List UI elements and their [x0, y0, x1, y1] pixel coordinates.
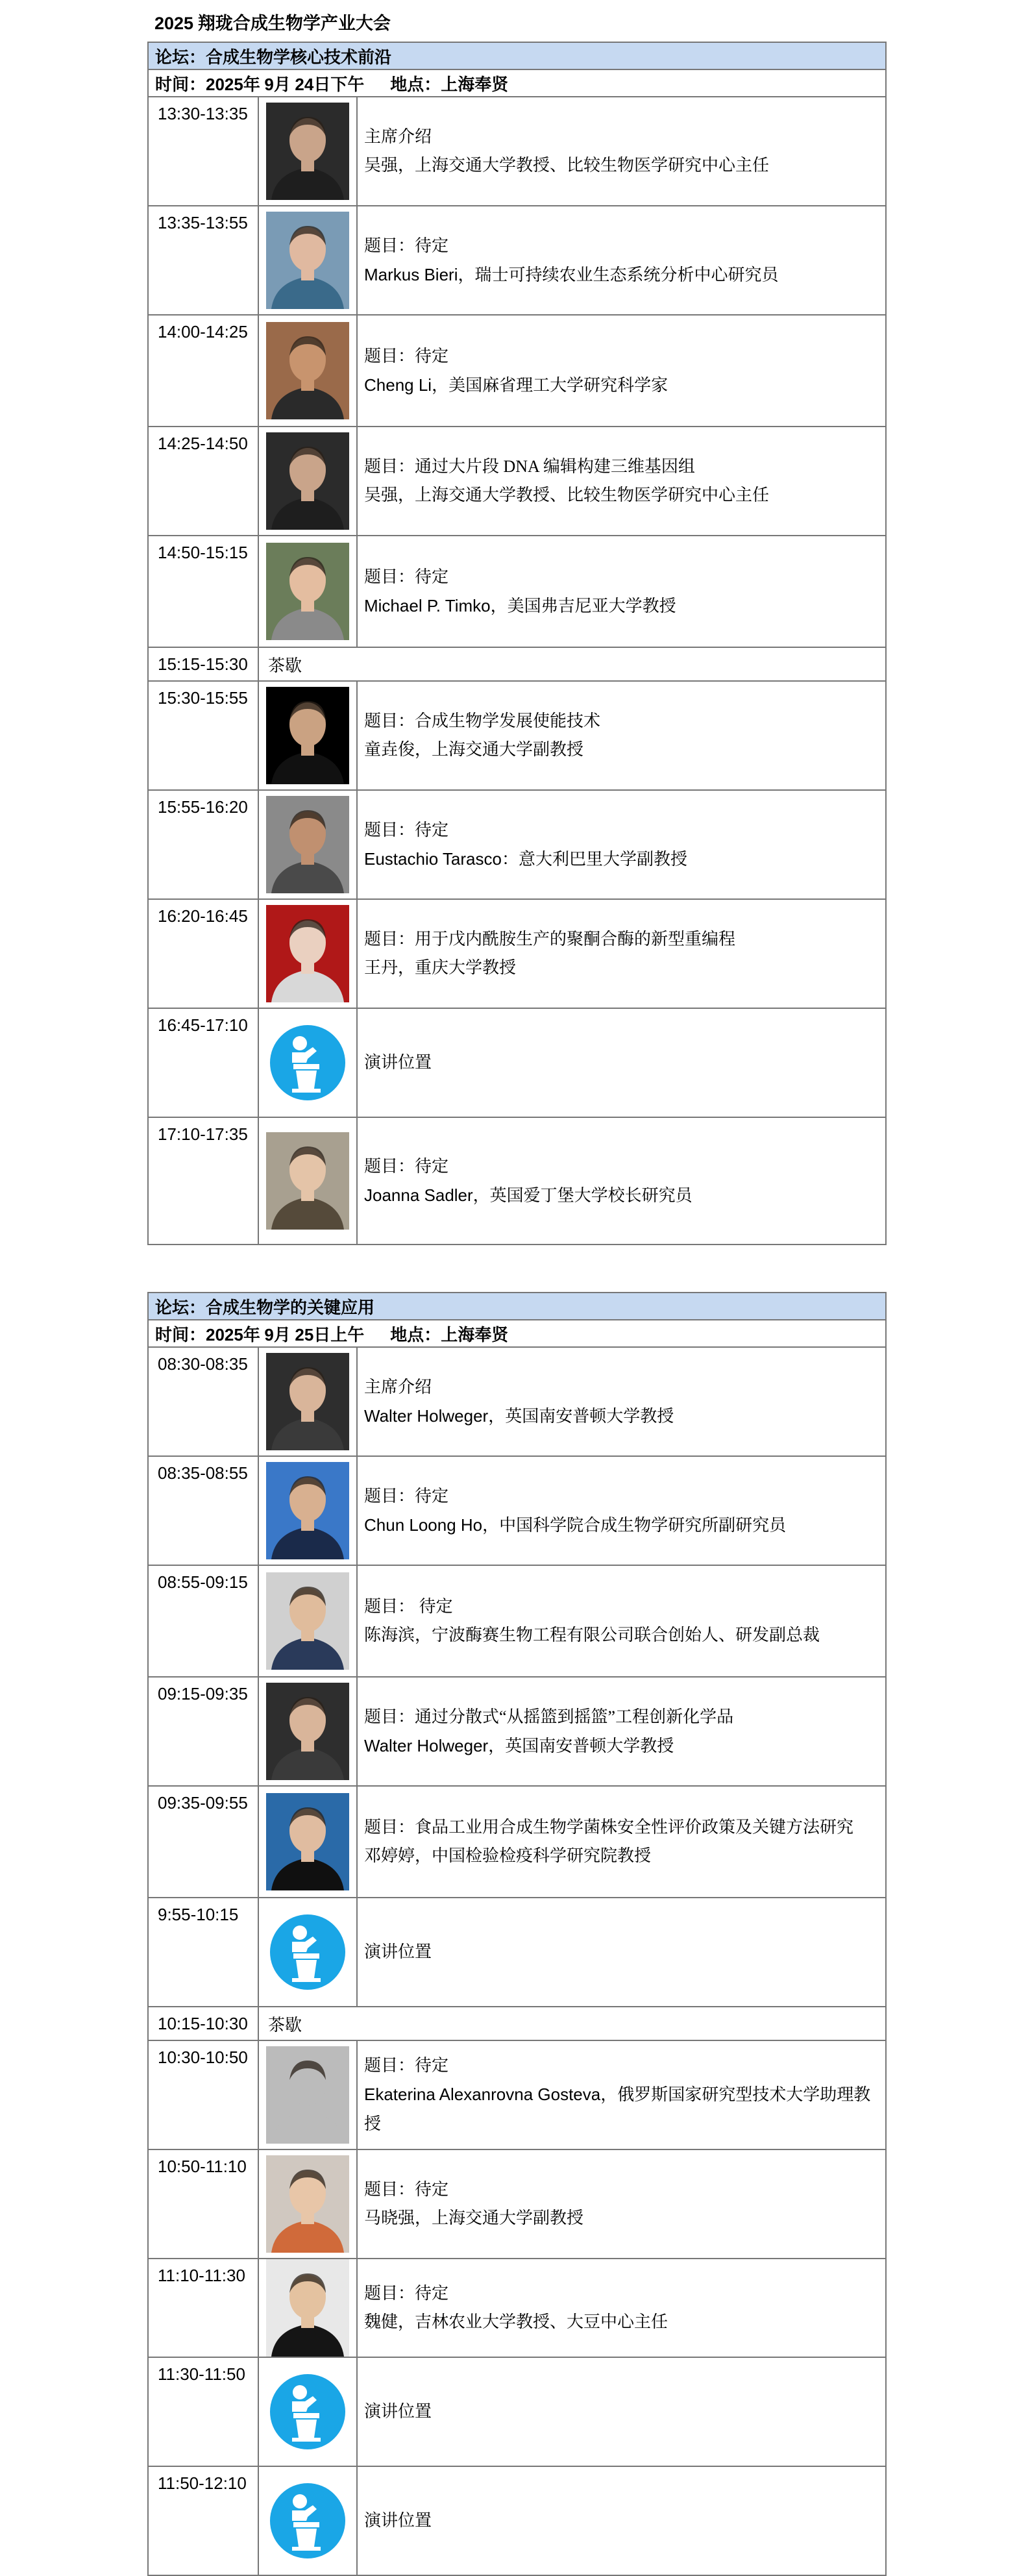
session-info: [357, 427, 886, 536]
session-time: [148, 1898, 258, 2007]
session-time-text: 14:25-14:50: [158, 434, 248, 453]
speaker-name: 邓婷婷，中国检验检疫科学研究院教授: [364, 1846, 652, 1865]
agenda-row: [148, 1456, 886, 1565]
speaker-photo: [266, 432, 349, 530]
speaker-photo: [266, 1793, 349, 1890]
agenda-row: [148, 97, 886, 206]
forum-month: 9: [264, 1324, 274, 1344]
photo-cell: [258, 1456, 357, 1565]
photo-cell: [258, 427, 357, 536]
speaker-photo: [266, 796, 349, 893]
photo-cell: [258, 899, 357, 1008]
session-topic: 题目：待定: [364, 2180, 449, 2199]
session-topic: 主席介绍: [364, 127, 432, 146]
session-info: [357, 681, 886, 790]
agenda-row: [148, 2007, 886, 2040]
photo-cell: [258, 1117, 357, 1245]
session-time-text: 10:30-10:50: [158, 2048, 248, 2067]
session-time-text: 10:15-10:30: [158, 2014, 248, 2033]
topic-line: [364, 707, 879, 736]
speaker-line: [364, 1402, 879, 1431]
session-time-text: 14:50-15:15: [158, 543, 248, 562]
speaker-line: [364, 1181, 879, 1210]
agenda-row: [148, 2149, 886, 2259]
session-time: [148, 315, 258, 427]
session-info: [357, 2040, 886, 2149]
session-time: [148, 1786, 258, 1898]
speaker-photo: [266, 212, 349, 309]
session-time-text: 15:55-16:20: [158, 797, 248, 817]
photo-cell: [258, 97, 357, 206]
session-time-text: 08:30-08:35: [158, 1354, 248, 1374]
speaker-name: Walter Holweger，英国南安普顿大学教授: [364, 1406, 674, 1426]
session-time: [148, 1008, 258, 1117]
agenda-table: [147, 42, 887, 1245]
speaker-name: Eustachio Tarasco：意大利巴里大学副教授: [364, 848, 687, 869]
speaker-photo: [266, 543, 349, 640]
speaker-name: Joanna Sadler，英国爱丁堡大学校长研究员: [364, 1185, 693, 1205]
session-info: [357, 1677, 886, 1786]
session-time: [148, 899, 258, 1008]
session-time-text: 16:20-16:45: [158, 906, 248, 926]
session-info: [357, 1008, 886, 1117]
session-info: [357, 2357, 886, 2466]
session-time-text: 13:30-13:35: [158, 104, 248, 123]
session-topic: 题目：待定: [364, 567, 449, 586]
agenda-row: [148, 899, 886, 1008]
speaker-photo: [266, 2259, 349, 2357]
topic-line: [364, 1592, 879, 1621]
session-time-text: 15:30-15:55: [158, 688, 248, 708]
speaker-photo: [266, 1462, 349, 1559]
topic-line: [364, 1152, 879, 1181]
agenda-row: [148, 536, 886, 647]
session-topic: 题目：食品工业用合成生物学菌株安全性评价政策及关键方法研究: [364, 1818, 854, 1837]
speaker-photo: [266, 2155, 349, 2253]
session-info: [357, 536, 886, 647]
speaker-name: Michael P. Timko，美国弗吉尼亚大学教授: [364, 595, 676, 615]
speaker-line: [364, 151, 879, 180]
session-time-text: 15:15-15:30: [158, 654, 248, 674]
forum-time-venue: [148, 69, 886, 97]
agenda-row: [148, 315, 886, 427]
session-time-text: 08:35-08:55: [158, 1463, 248, 1483]
session-topic: 题目：待定: [364, 2056, 449, 2075]
topic-line: [364, 123, 879, 151]
session-topic: 题目：通过分散式“从摇篮到摇篮”工程创新化学品: [364, 1707, 734, 1726]
session-topic: 题目：待定: [364, 1486, 449, 1505]
break-label: 茶歇: [268, 2015, 302, 2035]
speaker-name: 童垚俊，上海交通大学副教授: [364, 740, 584, 759]
break-cell: [258, 2007, 886, 2040]
session-time: [148, 681, 258, 790]
forum-day-suffix: 日上午: [313, 1325, 365, 1344]
forum-title: 论坛：合成生物学的关键应用: [155, 1298, 375, 1317]
forum-time-venue: [148, 1320, 886, 1347]
session-info: [357, 899, 886, 1008]
forum-time-label: 时间：: [155, 75, 206, 94]
topic-line: [364, 232, 879, 260]
speaker-line: [364, 591, 879, 621]
speaker-photo: [266, 1683, 349, 1780]
speaker-photo: [266, 1353, 349, 1450]
speaker-line: [364, 845, 879, 874]
session-time-text: 09:15-09:35: [158, 1684, 248, 1703]
session-info: [357, 2259, 886, 2357]
forum-time-label: 时间：: [155, 1325, 206, 1344]
agenda-row: [148, 1677, 886, 1786]
agenda-row: [148, 2357, 886, 2466]
speaker-line: [364, 2080, 879, 2138]
session-time-text: 17:10-17:35: [158, 1124, 248, 1144]
photo-cell: [258, 2466, 357, 2575]
session-topic: 题目：待定: [364, 1156, 449, 1176]
speaker-line: [364, 954, 879, 982]
session-topic: 题目：待定: [364, 346, 449, 365]
session-topic: 题目：待定: [364, 236, 449, 255]
session-time: [148, 97, 258, 206]
forum-venue: 地点：上海奉贤: [390, 1325, 509, 1344]
session-time: [148, 1565, 258, 1677]
session-time: [148, 1677, 258, 1786]
agenda-row: [148, 1898, 886, 2007]
session-topic: 题目：通过大片段 DNA 编辑构建三维基因组: [364, 457, 695, 476]
topic-line: [364, 452, 879, 481]
speaker-photo: [266, 1132, 349, 1230]
agenda-row: [148, 1786, 886, 1898]
session-time-text: 13:35-13:55: [158, 213, 248, 232]
session-info: [357, 2149, 886, 2259]
session-time: [148, 1347, 258, 1456]
session-info: [357, 1117, 886, 1245]
agenda-row: [148, 1117, 886, 1245]
session-info: [357, 1456, 886, 1565]
agenda-row: [148, 681, 886, 790]
speaker-name: 吴强，上海交通大学教授、比较生物医学研究中心主任: [364, 486, 770, 504]
speaker-name: Chun Loong Ho，中国科学院合成生物学研究所副研究员: [364, 1515, 787, 1535]
speaker-line: [364, 1511, 879, 1540]
photo-cell: [258, 1898, 357, 2007]
speaker-photo: [266, 1572, 349, 1670]
session-time: [148, 790, 258, 899]
photo-cell: [258, 1008, 357, 1117]
forum-venue: 地点：上海奉贤: [390, 75, 509, 94]
forum-day: 25: [295, 1324, 314, 1344]
photo-cell: [258, 315, 357, 427]
session-topic: 题目：合成生物学发展使能技术: [364, 712, 601, 730]
session-info: [357, 1565, 886, 1677]
session-time: [148, 2007, 258, 2040]
session-time-text: 09:35-09:55: [158, 1793, 248, 1813]
agenda-row: [148, 790, 886, 899]
agenda-table: [147, 1292, 887, 2576]
speaker-podium-icon: [266, 2370, 349, 2453]
agenda-row: [148, 427, 886, 536]
photo-cell: [258, 790, 357, 899]
speaker-line: [364, 736, 879, 764]
speaker-podium-icon: [266, 1911, 349, 1994]
session-time-text: 11:30-11:50: [158, 2364, 245, 2384]
speaker-name: Cheng Li，美国麻省理工大学研究科学家: [364, 375, 668, 395]
topic-line: [364, 1703, 879, 1731]
forum-year: 2025: [206, 74, 243, 94]
session-info: [357, 2466, 886, 2575]
agenda-row: [148, 1347, 886, 1456]
topic-line: [364, 1813, 879, 1842]
speaker-podium-icon: [266, 1021, 349, 1104]
photo-cell: [258, 1677, 357, 1786]
speaker-name: 王丹，重庆大学教授: [364, 958, 517, 977]
session-info: [357, 1347, 886, 1456]
title-year: 2025: [154, 14, 194, 33]
topic-line: [364, 2175, 879, 2204]
topic-line: [364, 925, 879, 954]
speaker-line: [364, 481, 879, 510]
speaker-name: Walter Holweger，英国南安普顿大学教授: [364, 1735, 674, 1755]
agenda-row: [148, 1565, 886, 1677]
document-title: [154, 9, 391, 34]
speaker-line: [364, 260, 879, 290]
session-topic: 题目：待定: [364, 2284, 449, 2303]
session-info: [357, 1898, 886, 2007]
session-time: [148, 2466, 258, 2575]
placeholder-label: 演讲位置: [364, 1053, 432, 1072]
speaker-line: [364, 1842, 879, 1870]
topic-line: [364, 1482, 879, 1511]
forum-header: [148, 1293, 886, 1320]
agenda-row: [148, 647, 886, 681]
forum-month: 9: [264, 74, 274, 94]
forum-day: 24: [295, 74, 314, 94]
forum-year-suffix: 年: [243, 75, 260, 94]
agenda-row: [148, 2466, 886, 2575]
session-time-text: 16:45-17:10: [158, 1015, 248, 1035]
session-time: [148, 427, 258, 536]
session-topic: 题目：待定: [364, 820, 449, 839]
photo-cell: [258, 2040, 357, 2149]
session-info: [357, 790, 886, 899]
topic-line: [364, 563, 879, 591]
speaker-photo: [266, 2046, 349, 2144]
speaker-name: 马晓强，上海交通大学副教授: [364, 2209, 584, 2227]
photo-cell: [258, 2149, 357, 2259]
speaker-line: [364, 2204, 879, 2233]
placeholder-label: 演讲位置: [364, 2402, 432, 2421]
session-time: [148, 536, 258, 647]
forum-year: 2025: [206, 1324, 243, 1344]
speaker-photo: [266, 322, 349, 419]
session-topic: 主席介绍: [364, 1377, 432, 1396]
speaker-name: Ekaterina Alexanrovna Gosteva，俄罗斯国家研究型技术大学助理教授: [364, 2085, 871, 2133]
break-cell: [258, 647, 886, 681]
session-topic: 题目： 待定: [364, 1597, 453, 1616]
session-time: [148, 1456, 258, 1565]
session-time: [148, 2040, 258, 2149]
session-time: [148, 2259, 258, 2357]
agenda-row: [148, 1008, 886, 1117]
session-time-text: 11:10-11:30: [158, 2266, 245, 2285]
topic-line: [364, 1373, 879, 1402]
speaker-podium-icon: [266, 2479, 349, 2562]
speaker-name: 陈海滨，宁波酶赛生物工程有限公司联合创始人、研发副总裁: [364, 1626, 820, 1644]
speaker-photo: [266, 905, 349, 1002]
photo-cell: [258, 1565, 357, 1677]
session-time: [148, 206, 258, 315]
topic-line: [364, 816, 879, 845]
forum-day-suffix: 日下午: [313, 75, 365, 94]
session-info: [357, 206, 886, 315]
photo-cell: [258, 1347, 357, 1456]
placeholder-label: 演讲位置: [364, 1942, 432, 1961]
session-topic: 题目：用于戊内酰胺生产的聚酮合酶的新型重编程: [364, 930, 736, 948]
speaker-name: 魏健，吉林农业大学教授、大豆中心主任: [364, 2312, 668, 2331]
session-info: [357, 97, 886, 206]
speaker-name: 吴强，上海交通大学教授、比较生物医学研究中心主任: [364, 156, 770, 175]
session-time-text: 08:55-09:15: [158, 1572, 248, 1592]
speaker-photo: [266, 687, 349, 784]
forum-month-suffix: 月: [273, 1325, 291, 1344]
session-time-text: 10:50-11:10: [158, 2157, 247, 2176]
speaker-photo: [266, 103, 349, 200]
session-time-text: 11:50-12:10: [158, 2473, 247, 2493]
speaker-line: [364, 371, 879, 400]
session-info: [357, 315, 886, 427]
placeholder-label: 演讲位置: [364, 2511, 432, 2530]
photo-cell: [258, 536, 357, 647]
speaker-line: [364, 1731, 879, 1761]
photo-cell: [258, 206, 357, 315]
topic-line: [364, 2279, 879, 2308]
forum-month-suffix: 月: [273, 75, 291, 94]
agenda-row: [148, 206, 886, 315]
speaker-line: [364, 2308, 879, 2336]
topic-line: [364, 2051, 879, 2080]
forum-header: [148, 42, 886, 69]
photo-cell: [258, 2357, 357, 2466]
photo-cell: [258, 1786, 357, 1898]
forum-year-suffix: 年: [243, 1325, 260, 1344]
break-label: 茶歇: [268, 656, 302, 675]
speaker-line: [364, 1621, 879, 1650]
speaker-name: Markus Bieri，瑞士可持续农业生态系统分析中心研究员: [364, 264, 779, 284]
forum-title: 论坛：合成生物学核心技术前沿: [155, 47, 392, 67]
agenda-row: [148, 2040, 886, 2149]
session-time: [148, 647, 258, 681]
session-time: [148, 2357, 258, 2466]
session-info: [357, 1786, 886, 1898]
session-time-text: 9:55-10:15: [158, 1905, 239, 1924]
title-text: 翔珑合成生物学产业大会: [197, 14, 391, 33]
agenda-row: [148, 2259, 886, 2357]
photo-cell: [258, 681, 357, 790]
session-time: [148, 2149, 258, 2259]
session-time: [148, 1117, 258, 1245]
session-time-text: 14:00-14:25: [158, 322, 248, 341]
topic-line: [364, 342, 879, 371]
photo-cell: [258, 2259, 357, 2357]
